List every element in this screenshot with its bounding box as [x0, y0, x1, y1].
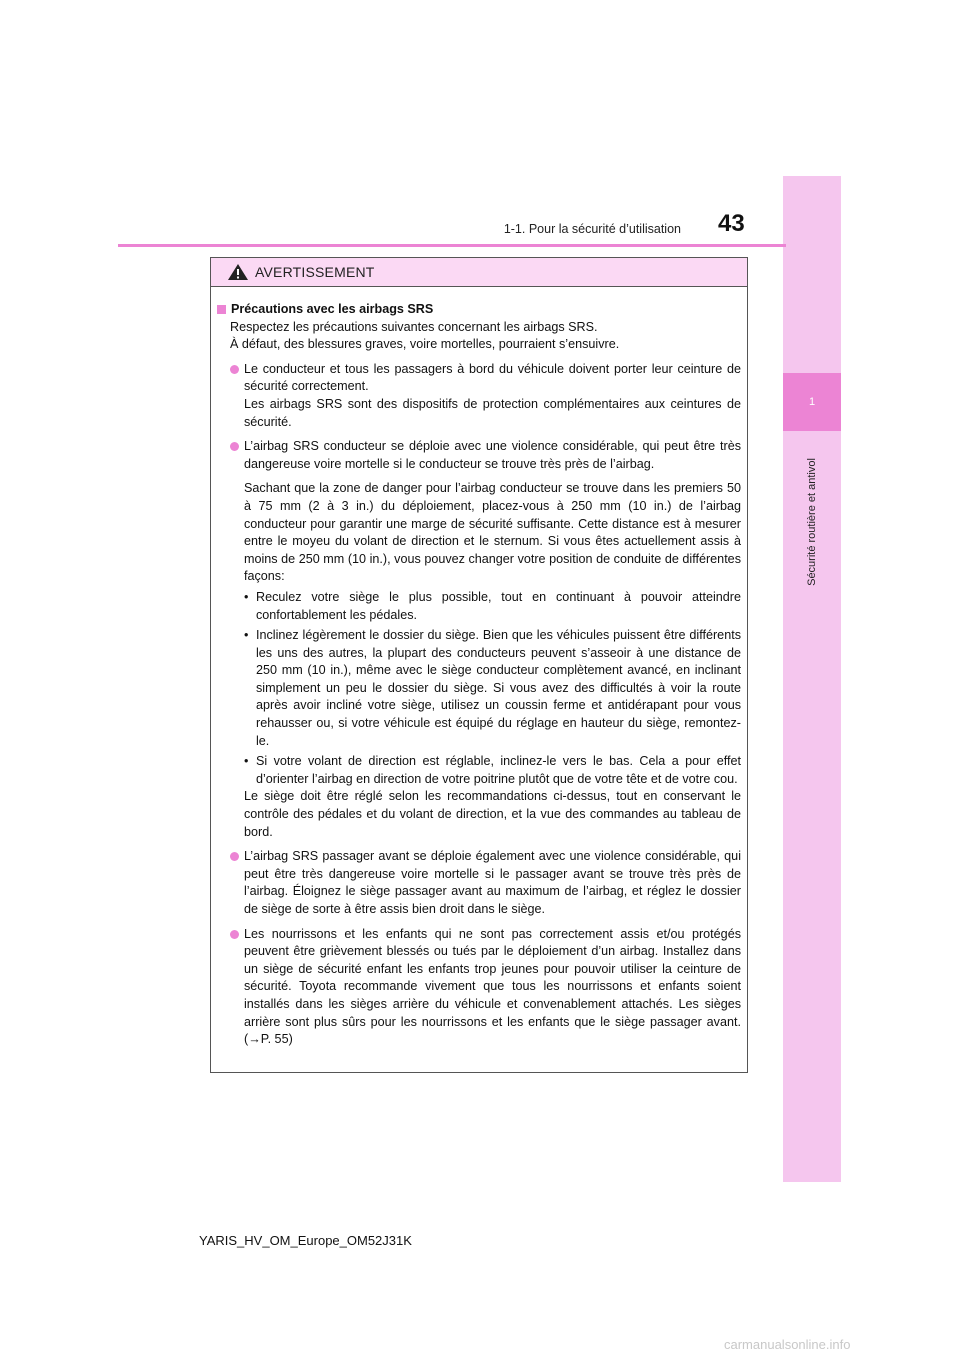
sub-list-item [244, 627, 741, 750]
sub-bullet-mark: • [244, 628, 249, 643]
watermark: carmanualsonline.info [724, 1337, 851, 1352]
warning-box [210, 257, 748, 1073]
bullet-item [217, 926, 741, 1049]
section-header: 1-1. Pour la sécurité d’utilisation [503, 222, 681, 236]
sub-list-item [244, 589, 741, 624]
section-heading-text: Précautions avec les airbags SRS [231, 302, 434, 316]
warning-title: AVERTISSEMENT [255, 264, 375, 280]
page-number: 43 [718, 210, 745, 237]
bullet-item [217, 438, 741, 473]
document-code: YARIS_HV_OM_Europe_OM52J31K [199, 1233, 412, 1248]
sub-list-item [244, 753, 741, 788]
warning-body [211, 287, 747, 1049]
bullet-2-text: L’airbag SRS conducteur se déploie avec une violence considérable, qui peut être très dangereuse voire mortelle si le conducteur se trouve très près de l’airbag. [244, 439, 741, 471]
sub-item-3: Si votre volant de direction est réglable, inclinez-le vers le bas. Cela a pour effet d’orienter l’airbag en direction de votre poitrine plutôt que de votre tête et de votre cou. [256, 754, 741, 786]
warning-triangle-icon [227, 263, 249, 281]
intro-line-1: Respectez les précautions suivantes concernant les airbags SRS. [230, 319, 598, 334]
bullet-1-text: Le conducteur et tous les passagers à bord du véhicule doivent porter leur ceinture de sécurité correctement. [244, 361, 741, 394]
round-bullet-icon [230, 365, 239, 374]
square-bullet-icon [217, 305, 226, 314]
chapter-number: 1 [808, 396, 816, 408]
sub-bullet-mark: • [244, 754, 249, 769]
bullet-2-paragraph: Sachant que la zone de danger pour l’airbag conducteur se trouve dans les premiers 50 à 75 mm (2 à 3 in.) du déploiement, placez-vous à 250 mm (10 in.) de l’airbag conducteur pour garantir une marge de sécurité suffisante. Cette distance est à mesurer entre le moyeu du volant de direction et le sternum. Si vous êtes actuellement assis à moins de 250 mm (10 in.), vous pouvez changer votre position de conduite de différentes façons: [244, 481, 741, 584]
sub-item-2: Inclinez légèrement le dossier du siège. Bien que les véhicules puissent être différents les uns des autres, la plupart des conducteurs peuvent s’asseoir à une distance de 250 mm (10 in.), même avec le siège conducteur complètement avancé, en inclinant simplement un peu le dossier du siège. Si vous avez des difficultés à voir la route après avoir incliné votre siège, utilisez un coussin ferme et antidérapant pour vous rehausser ou, si votre véhicule est équipé du réglage en hauteur du siège, remontez-le. [256, 628, 741, 748]
header-rule [118, 244, 786, 247]
round-bullet-icon [230, 442, 239, 451]
bullet-item [217, 361, 741, 431]
bullet-3-text: L’airbag SRS passager avant se déploie également avec une violence considérable, qui peut être très dangereuse voire mortelle si le passager avant se trouve très près de l’airbag. Éloignez le siège passager avant au maximum de l’airbag, et réglez le dossier de siège de sorte à être assis bien droit dans le siège. [244, 849, 741, 916]
intro-line-2: À défaut, des blessures graves, voire mortelles, pourraient s’ensuivre. [230, 337, 620, 352]
bullet-2-closing: Le siège doit être réglé selon les recommandations ci-dessus, tout en conservant le contrôle des pédales et du volant de direction, et la vue des commandes au tableau de bord. [244, 789, 741, 839]
section-heading [217, 301, 741, 319]
round-bullet-icon [230, 852, 239, 861]
sub-bullet-mark: • [244, 589, 249, 604]
bullet-item [217, 848, 741, 918]
sub-item-1: Reculez votre siège le plus possible, tout en continuant à pouvoir atteindre confortablement les pédales. [256, 589, 741, 622]
bullet-4-text: Les nourrissons et les enfants qui ne sont pas correctement assis et/ou protégés peuvent être grièvement blessés ou tués par le déploiement d’un airbag. Installez dans un siège de sécurité enfant les enfants trop jeunes pour pouvoir utiliser la ceinture de sécurité. Toyota recommande vivement que tous les nourrissons et enfants soient installés dans les sièges arrière du véhicule et convenablement attachés. Les sièges arrière sont plus sûrs pour les nourrissons et les enfants que le siège passager avant. (→P. 55) [244, 926, 741, 1047]
warning-header [211, 258, 747, 287]
bullet-1-text-2: Les airbags SRS sont des dispositifs de protection complémentaires aux ceintures de sécurité. [244, 396, 741, 429]
round-bullet-icon [230, 930, 239, 939]
chapter-title: Sécurité routière et antivol [806, 458, 818, 586]
side-tab [783, 176, 841, 1182]
